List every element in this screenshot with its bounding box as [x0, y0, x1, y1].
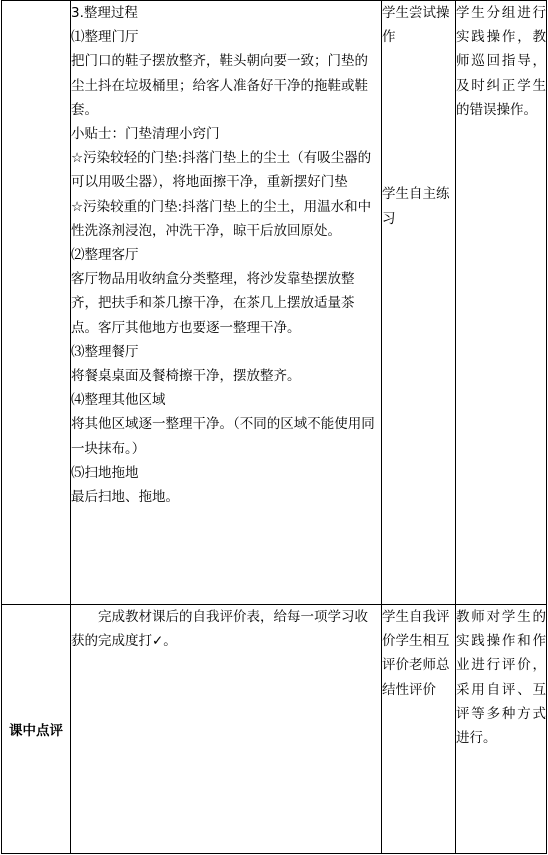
process-title: 3.整理过程 — [71, 5, 138, 21]
student-activity-cell — [382, 1, 456, 605]
evaluation-student-activity: 学生自我评价学生相互评价老师总结性评价 — [382, 605, 456, 854]
tip-light: ☆污染较轻的门垫:抖落门垫上的尘土（有吸尘器的可以用吸尘器），将地面擦干净，重新摆好门垫 — [71, 150, 372, 191]
process-row — [2, 1, 547, 605]
student-activity-try: 学生尝试操作 — [382, 5, 450, 46]
lesson-plan-table — [1, 0, 547, 854]
tip-heading: 小贴士：门垫清理小窍门 — [71, 126, 220, 143]
process-content-cell — [71, 1, 382, 605]
step-1-heading: ⑴整理门厅 — [71, 29, 139, 46]
teacher-activity-cell — [456, 1, 547, 605]
step-2-heading: ⑵整理客厅 — [71, 247, 139, 264]
teacher-activity-text: 学生分组进行实践操作，教师巡回指导，及时纠正学生的错误操作。 — [456, 5, 546, 118]
evaluation-teacher-activity: 教师对学生的实践操作和作业进行评价，采用自评、互评等多种方式进行。 — [456, 605, 547, 854]
step-4-text: 将其他区域逐一整理干净。（不同的区域不能使用同一块抹布。） — [71, 416, 375, 457]
step-5-heading: ⑸扫地拖地 — [71, 464, 139, 481]
step-3-text: 将餐桌桌面及餐椅擦干净，摆放整齐。 — [71, 368, 301, 385]
evaluation-content: 完成教材课后的自我评价表，给每一项学习收获的完成度打✓。 — [71, 605, 382, 854]
step-4-heading: ⑷整理其他区域 — [71, 392, 166, 409]
evaluation-row — [2, 605, 547, 854]
step-3-heading: ⑶整理餐厅 — [71, 343, 139, 360]
step-5-text: 最后扫地、拖地。 — [71, 489, 179, 506]
student-activity-practice: 学生自主练习 — [382, 186, 450, 227]
step-1-text: 把门口的鞋子摆放整齐，鞋头朝向要一致；门垫的尘土抖在垃圾桶里；给客人准备好干净的拖鞋或鞋套。 — [71, 53, 368, 118]
step-2-text: 客厅物品用收纳盒分类整理，将沙发靠垫摆放整齐，把扶手和茶几擦干净，在茶几上摆放适量茶点。客厅其他地方也要逐一整理干净。 — [71, 271, 355, 336]
process-header-cell — [2, 1, 71, 605]
tip-heavy: ☆污染较重的门垫:抖落门垫上的尘土，用温水和中性洗涤剂浸泡，冲洗干净，晾干后放回原处。 — [71, 198, 372, 239]
evaluation-header: 课中点评 — [2, 605, 71, 854]
